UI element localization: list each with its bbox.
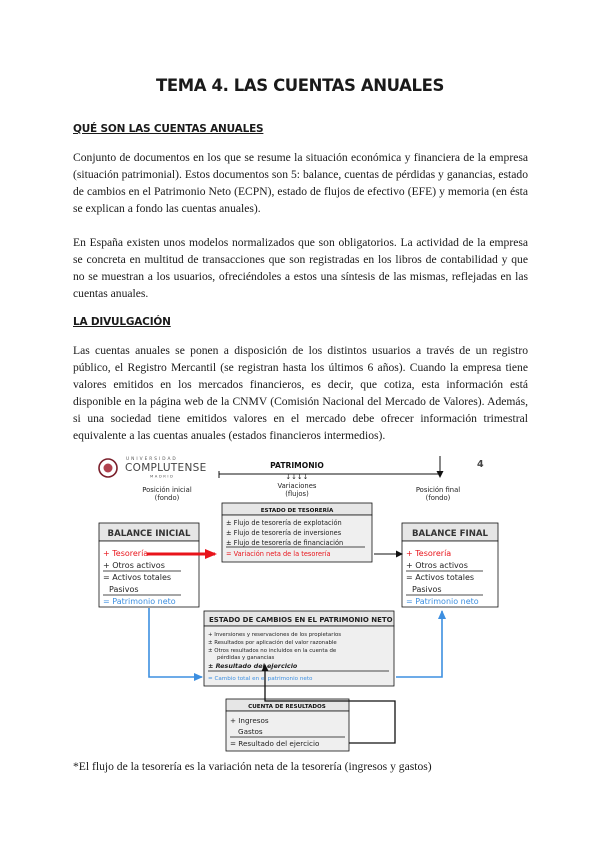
variaciones-label: Variaciones <box>277 482 317 490</box>
balance-inicial-title: BALANCE INICIAL <box>107 529 191 539</box>
resultados-ingresos: + Ingresos <box>230 716 269 725</box>
ecpn-resultado: ± Resultado del ejercicio <box>208 662 298 670</box>
ecpn-item: ± Resultados por aplicación del valor razonable <box>208 640 337 646</box>
bi-activos-totales: = Activos totales <box>103 573 172 582</box>
estado-tesoreria-box <box>222 503 372 562</box>
tesoreria-item: ± Flujo de tesorería de explotación <box>226 519 342 527</box>
posicion-inicial-fondo: (fondo) <box>154 494 180 502</box>
heading-que-son: QUÉ SON LAS CUENTAS ANUALES <box>73 123 264 135</box>
footnote: *El flujo de la tesorería es la variación neta de la tesorería (ingresos y gastos) <box>73 760 432 773</box>
ecpn-total: = Cambio total en el patrimonio neto <box>208 676 313 682</box>
ecpn-to-final-arrow <box>396 611 442 677</box>
tesoreria-item: ± Flujo de tesorería de financiación <box>226 539 344 547</box>
bi-pasivos: Pasivos <box>109 585 139 594</box>
complutense-logo <box>99 456 207 479</box>
balance-final-title: BALANCE FINAL <box>411 529 489 539</box>
bf-pasivos: Pasivos <box>412 585 442 594</box>
posicion-final-fondo: (fondo) <box>425 494 451 502</box>
paragraph-modelos: En España existen unos modelos normalizados que son obligatorios. La actividad de la empresa se concreta en multitud de transacciones que son registradas en los libros de contabilidad y que no se muestran a los usuarios, ofreciéndoles a estos una síntesis de las mismas, reflejadas en las cuentas anuales. <box>73 236 528 300</box>
flujos-label: (flujos) <box>285 490 309 498</box>
seal-center-icon <box>104 464 113 473</box>
balance-inicial-box <box>99 523 199 607</box>
ecpn-item: ± Otros resultados no incluidos en la cuenta de <box>208 648 337 654</box>
resultados-gastos: Gastos <box>238 727 263 736</box>
patrimonio-label: PATRIMONIO <box>270 461 324 470</box>
posicion-final-label: Posición final <box>415 486 461 494</box>
bi-tesoreria: + Tesorería <box>103 549 149 558</box>
heading-divulgacion: LA DIVULGACIÓN <box>73 316 171 328</box>
cuentas-anuales-diagram <box>95 451 505 753</box>
page-title: TEMA 4. LAS CUENTAS ANUALES <box>156 76 444 95</box>
bi-patrimonio-neto: = Patrimonio neto <box>103 597 176 606</box>
logo-main-text: COMPLUTENSE <box>125 462 207 474</box>
posicion-inicial-label: Posición inicial <box>142 486 192 494</box>
tesoreria-total: = Variación neta de la tesorería <box>226 550 331 558</box>
bf-tesoreria: + Tesorería <box>406 549 452 558</box>
bi-otros-activos: + Otros activos <box>103 561 165 570</box>
cuenta-resultados-box <box>226 699 349 751</box>
balance-final-box <box>402 523 498 607</box>
tesoreria-title: ESTADO DE TESORERÍA <box>260 508 334 514</box>
logo-bottom-text: MADRID <box>150 473 175 479</box>
ecpn-item: pérdidas y ganancias <box>217 655 275 661</box>
paragraph-divulgacion: Las cuentas anuales se ponen a disposición de los distintos usuarios a través de un registro público, el Registro Mercantil (se registran hasta los últimos 6 años). Cuando la empresa tiene valores emitidos en los mercados financieros, es decir, que cotiza, esta información está disponible en la página web de la CNMV (Comisión Nacional del Mercado de Valores). Además, si una sociedad tiene emitidos valores en el mercado debe ofrecer información trimestral equivalente a las cuentas anuales (estados financieros intermedios). <box>73 344 528 442</box>
bf-otros-activos: + Otros activos <box>406 561 468 570</box>
patrimonio-to-ecpn-arrow <box>149 608 202 677</box>
flow-arrows-icon: ↓↓↓↓ <box>285 473 309 481</box>
bf-activos-totales: = Activos totales <box>406 573 475 582</box>
bf-patrimonio-neto: = Patrimonio neto <box>406 597 479 606</box>
logo-top-text: UNIVERSIDAD <box>126 457 178 462</box>
paragraph-que-son: Conjunto de documentos en los que se resume la situación económica y financiera de la empresa (situación patrimonial). Estos documentos son 5: balance, cuentas de pérdidas y ganancias, estado de cambios en el Patrimonio Neto (ECPN), estado de flujos de efectivo (EFE) y memoria (en ésta se explican a fondo las cuentas anuales). <box>73 151 528 215</box>
tesoreria-item: ± Flujo de tesorería de inversiones <box>226 529 342 537</box>
resultados-total: = Resultado del ejercicio <box>230 739 320 748</box>
ecpn-item: + Inversiones y reservaciones de los propietarios <box>208 632 342 638</box>
slide-page-number: 4 <box>477 459 484 470</box>
ecpn-box <box>204 611 394 686</box>
resultados-title: CUENTA DE RESULTADOS <box>248 704 326 710</box>
ecpn-title: ESTADO DE CAMBIOS EN EL PATRIMONIO NETO <box>209 616 393 624</box>
